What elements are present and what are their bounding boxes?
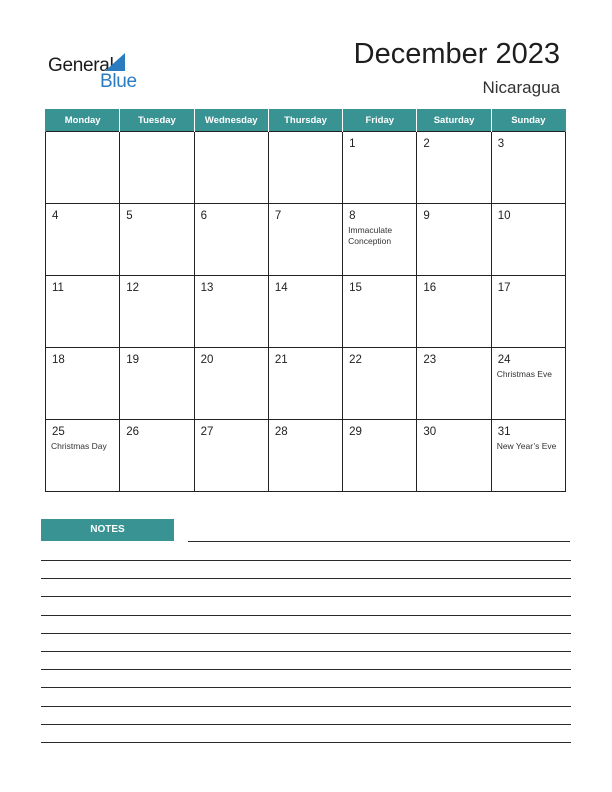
calendar-day-cell xyxy=(194,420,268,492)
day-number: 8 xyxy=(349,210,356,222)
day-number: 18 xyxy=(52,354,65,366)
notes-line xyxy=(41,615,571,616)
calendar-day-cell xyxy=(491,204,565,276)
day-number: 16 xyxy=(423,282,437,294)
holiday-label: New Year’s Eve xyxy=(496,441,557,451)
calendar-day-cell xyxy=(491,132,565,204)
calendar-day-cell xyxy=(120,420,194,492)
notes-line xyxy=(41,669,571,670)
calendar-day-cell xyxy=(343,132,417,204)
day-number: 22 xyxy=(349,354,362,366)
day-number: 17 xyxy=(497,282,511,294)
calendar-week-row xyxy=(46,132,566,204)
calendar-body xyxy=(46,132,566,492)
calendar-week-row xyxy=(46,204,566,276)
calendar-day-cell xyxy=(417,348,491,420)
day-number: 14 xyxy=(274,282,288,294)
calendar-day-cell xyxy=(46,204,120,276)
notes-line xyxy=(41,724,571,725)
day-number: 7 xyxy=(274,210,282,222)
day-number: 30 xyxy=(423,426,437,438)
calendar-day-cell xyxy=(343,204,417,276)
calendar-day-cell xyxy=(268,348,342,420)
holiday-label: Christmas Eve xyxy=(496,369,552,379)
calendar-grid xyxy=(45,109,566,492)
calendar-day-cell xyxy=(120,204,194,276)
calendar-day-cell xyxy=(417,276,491,348)
day-number: 25 xyxy=(52,426,65,438)
calendar-day-cell xyxy=(491,348,565,420)
notes-line xyxy=(41,560,571,561)
weekday-header: Wednesday xyxy=(194,109,268,132)
day-number: 12 xyxy=(126,282,140,294)
notes-line xyxy=(41,687,571,688)
notes-line xyxy=(41,651,571,652)
calendar-day-cell xyxy=(268,420,342,492)
logo-triangle-icon xyxy=(105,53,125,71)
calendar-day-cell xyxy=(194,204,268,276)
day-number: 2 xyxy=(423,138,430,150)
calendar-day-cell xyxy=(491,276,565,348)
notes-line xyxy=(41,596,571,597)
logo-text-blue: Blue xyxy=(100,71,137,92)
holiday-label: Immaculate Conception xyxy=(348,225,393,246)
generalblue-logo xyxy=(48,52,148,92)
calendar-day-cell xyxy=(194,132,268,204)
calendar-day-cell xyxy=(46,348,120,420)
weekday-header: Tuesday xyxy=(120,109,194,132)
calendar-day-cell xyxy=(268,276,342,348)
calendar-day-cell xyxy=(120,348,194,420)
day-number: 10 xyxy=(497,210,511,222)
calendar-day-cell xyxy=(268,204,342,276)
calendar-day-cell xyxy=(343,276,417,348)
day-number: 19 xyxy=(126,354,140,366)
weekday-header: Monday xyxy=(46,109,120,132)
calendar-day-cell xyxy=(491,420,565,492)
weekday-header-row xyxy=(46,109,566,132)
day-number: 4 xyxy=(52,210,59,222)
calendar-day-cell xyxy=(46,132,120,204)
day-number: 31 xyxy=(497,426,511,438)
day-number: 11 xyxy=(52,282,64,294)
calendar-day-cell xyxy=(120,276,194,348)
calendar-day-cell xyxy=(417,420,491,492)
day-number: 26 xyxy=(126,426,140,438)
page-title: December 2023 xyxy=(353,38,560,70)
day-number: 9 xyxy=(423,210,430,222)
day-number: 6 xyxy=(200,210,207,222)
day-number: 5 xyxy=(126,210,133,222)
calendar-day-cell xyxy=(194,276,268,348)
logo-text-general: General xyxy=(48,55,114,76)
day-number: 23 xyxy=(423,354,437,366)
calendar-day-cell xyxy=(120,132,194,204)
calendar-day-cell xyxy=(46,420,120,492)
notes-line xyxy=(188,541,570,542)
calendar-day-cell xyxy=(417,132,491,204)
calendar-week-row xyxy=(46,348,566,420)
day-number: 28 xyxy=(274,426,288,438)
notes-line xyxy=(41,706,571,707)
calendar-week-row xyxy=(46,420,566,492)
notes-line xyxy=(41,633,571,634)
calendar-day-cell xyxy=(46,276,120,348)
notes-line xyxy=(41,578,571,579)
day-number: 29 xyxy=(349,426,362,438)
calendar-day-cell xyxy=(417,204,491,276)
calendar-week-row xyxy=(46,276,566,348)
day-number: 13 xyxy=(200,282,214,294)
country-name: Nicaragua xyxy=(482,78,560,97)
weekday-header: Sunday xyxy=(491,109,565,132)
weekday-header: Saturday xyxy=(417,109,491,132)
notes-line xyxy=(41,742,571,743)
day-number: 20 xyxy=(200,354,214,366)
calendar-day-cell xyxy=(343,420,417,492)
day-number: 1 xyxy=(349,138,356,150)
day-number: 3 xyxy=(497,138,505,150)
calendar-day-cell xyxy=(268,132,342,204)
weekday-header: Friday xyxy=(343,109,417,132)
holiday-label: Christmas Day xyxy=(51,441,107,451)
day-number: 21 xyxy=(274,354,288,366)
weekday-header: Thursday xyxy=(268,109,342,132)
notes-label: NOTES xyxy=(41,519,174,541)
calendar-day-cell xyxy=(194,348,268,420)
day-number: 24 xyxy=(497,354,511,366)
calendar-day-cell xyxy=(343,348,417,420)
day-number: 15 xyxy=(349,282,362,294)
day-number: 27 xyxy=(200,426,214,438)
